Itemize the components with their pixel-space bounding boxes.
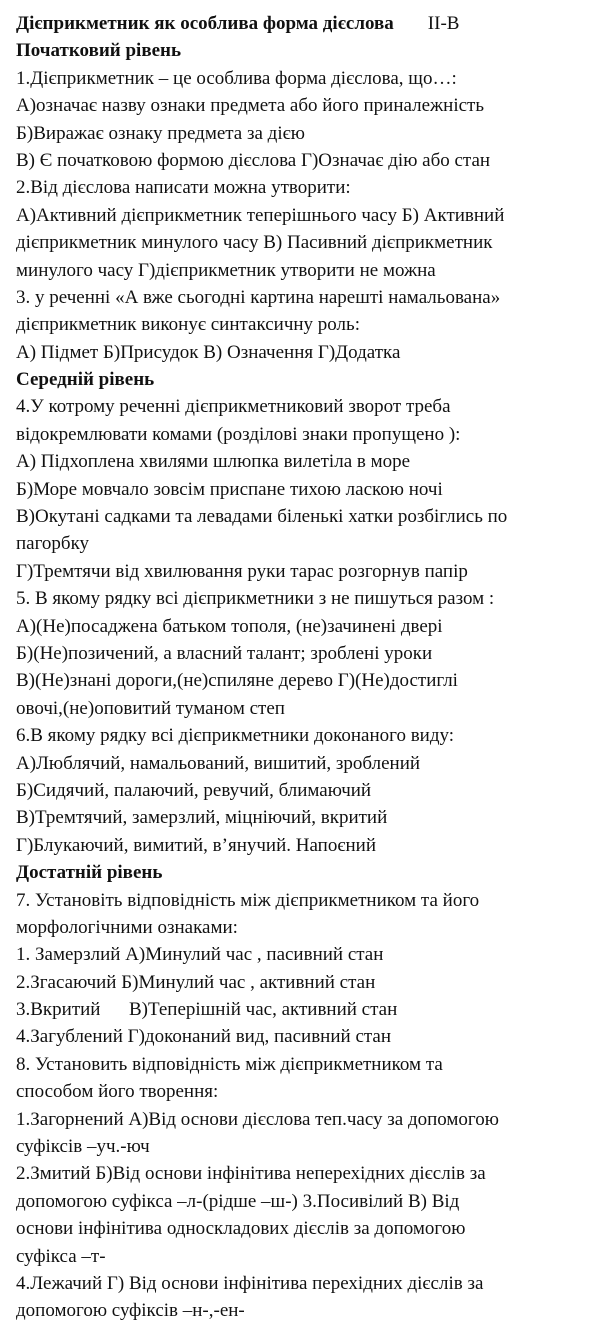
question-8-pair-2-3-continued: допомогою суфікса –л-(рідше –ш-) 3.Посивілий В) Від xyxy=(16,1190,460,1212)
question-6: 6.В якому рядку всі дієприкметники доконаного виду: xyxy=(16,725,455,747)
section-heading-sufficient: Достатній рівень xyxy=(16,862,163,884)
question-1-option-b: Б)Виражає ознаку предмета за дією xyxy=(16,122,305,144)
question-7: 7. Установіть відповідність між дієприкметником та його xyxy=(16,889,480,911)
question-1: 1.Дієприкметник – це особлива форма дієслова, що…: xyxy=(16,67,457,89)
question-7-pair-4: 4.Загублений Г)доконаний вид, пасивний стан xyxy=(16,1026,392,1048)
variant-label: ІІ-В xyxy=(427,13,460,34)
document-title: Дієприкметник як особлива форма дієслова xyxy=(16,13,394,34)
question-5-option-a: А)(Не)посаджена батьком тополя, (не)зачинені двері xyxy=(16,615,443,637)
question-4: 4.У котрому реченні дієприкметниковий зворот треба xyxy=(16,396,451,418)
question-8: 8. Установить відповідність між дієприкметником та xyxy=(16,1053,443,1075)
question-7-pair-1: 1. Замерзлий А)Минулий час , пасивний стан xyxy=(16,944,384,966)
question-8-pair-1-continued: суфіксів –уч.-юч xyxy=(16,1136,150,1158)
question-2-options-line-3: минулого часу Г)дієприкметник утворити не можна xyxy=(16,259,436,281)
question-6-option-b: Б)Сидячий, палаючий, ревучий, блимаючий xyxy=(16,779,372,801)
question-1-option-a: А)означає назву ознаки предмета або його приналежність xyxy=(16,95,484,117)
question-4-option-c: В)Окутані садками та левадами біленькі хатки розбіглись по xyxy=(16,506,508,528)
question-2: 2.Від дієслова написати можна утворити: xyxy=(16,177,351,199)
question-2-options-line-2: дієприкметник минулого часу В) Пасивний дієприкметник xyxy=(16,232,493,254)
question-4-option-d: Г)Тремтячи від хвилювання руки тарас розгорнув папір xyxy=(16,560,468,582)
question-8-continued: способом його творення: xyxy=(16,1081,219,1103)
question-8-pair-4: 4.Лежачий Г) Від основи інфінітива перехідних дієслів за xyxy=(16,1272,484,1294)
question-4-option-b: Б)Море мовчало зовсім приспане тихою ласкою ночі xyxy=(16,478,443,500)
question-8-pair-3-continued: основи інфінітива односкладових дієслів за допомогою xyxy=(16,1218,466,1240)
question-5-options-c-d: В)(Не)знані дороги,(не)спиляне дерево Г)(Не)достиглі xyxy=(16,670,458,692)
question-3-continued: дієприкметник виконує синтаксичну роль: xyxy=(16,314,360,336)
question-6-option-c: В)Тремтячий, замерзлий, міцніючий, вкритий xyxy=(16,807,388,829)
section-heading-intermediate: Середній рівень xyxy=(16,369,155,391)
question-4-option-a: А) Підхоплена хвилями шлюпка вилетіла в море xyxy=(16,451,411,473)
question-4-continued: відокремлювати комами (розділові знаки пропущено ): xyxy=(16,423,461,445)
question-3-options: А) Підмет Б)Присудок В) Означення Г)Додатка xyxy=(16,341,401,363)
section-heading-basic: Початковий рівень xyxy=(16,40,182,62)
question-8-pair-4-continued: допомогою суфіксів –н-,-ен- xyxy=(16,1300,245,1322)
question-1-options-c-d: В) Є початковою формою дієслова Г)Означає дію або стан xyxy=(16,149,491,171)
question-8-pair-2: 2.Змитий Б)Від основи інфінітива неперехідних дієслів за xyxy=(16,1163,486,1185)
question-6-option-a: А)Люблячий, намальований, вишитий, зроблений xyxy=(16,752,421,774)
question-7-pair-3: 3.Вкритий В)Теперішній час, активний стан xyxy=(16,999,398,1021)
question-5: 5. В якому рядку всі дієприкметники з не пишуться разом : xyxy=(16,588,495,610)
question-7-pair-2: 2.Згасаючий Б)Минулий час , активний стан xyxy=(16,971,376,993)
question-3: 3. у реченні «А вже сьогодні картина нарешті намальована» xyxy=(16,286,501,308)
question-5-option-b: Б)(Не)позичений, а власний талант; зроблені уроки xyxy=(16,642,433,664)
question-8-pair-3-end: суфікса –т- xyxy=(16,1245,106,1267)
question-2-options-line-1: А)Активний дієприкметник теперішнього часу Б) Активний xyxy=(16,204,505,226)
question-8-pair-1: 1.Загорнений А)Від основи дієслова теп.часу за допомогою xyxy=(16,1108,499,1130)
question-7-continued: морфологічними ознаками: xyxy=(16,916,238,938)
document-title-row xyxy=(16,10,616,37)
question-4-option-c-continued: пагорбку xyxy=(16,533,90,555)
question-6-option-d: Г)Блукаючий, вимитий, в’янучий. Напоєний xyxy=(16,834,376,856)
question-5-option-d-continued: овочі,(не)оповитий туманом степ xyxy=(16,697,285,719)
